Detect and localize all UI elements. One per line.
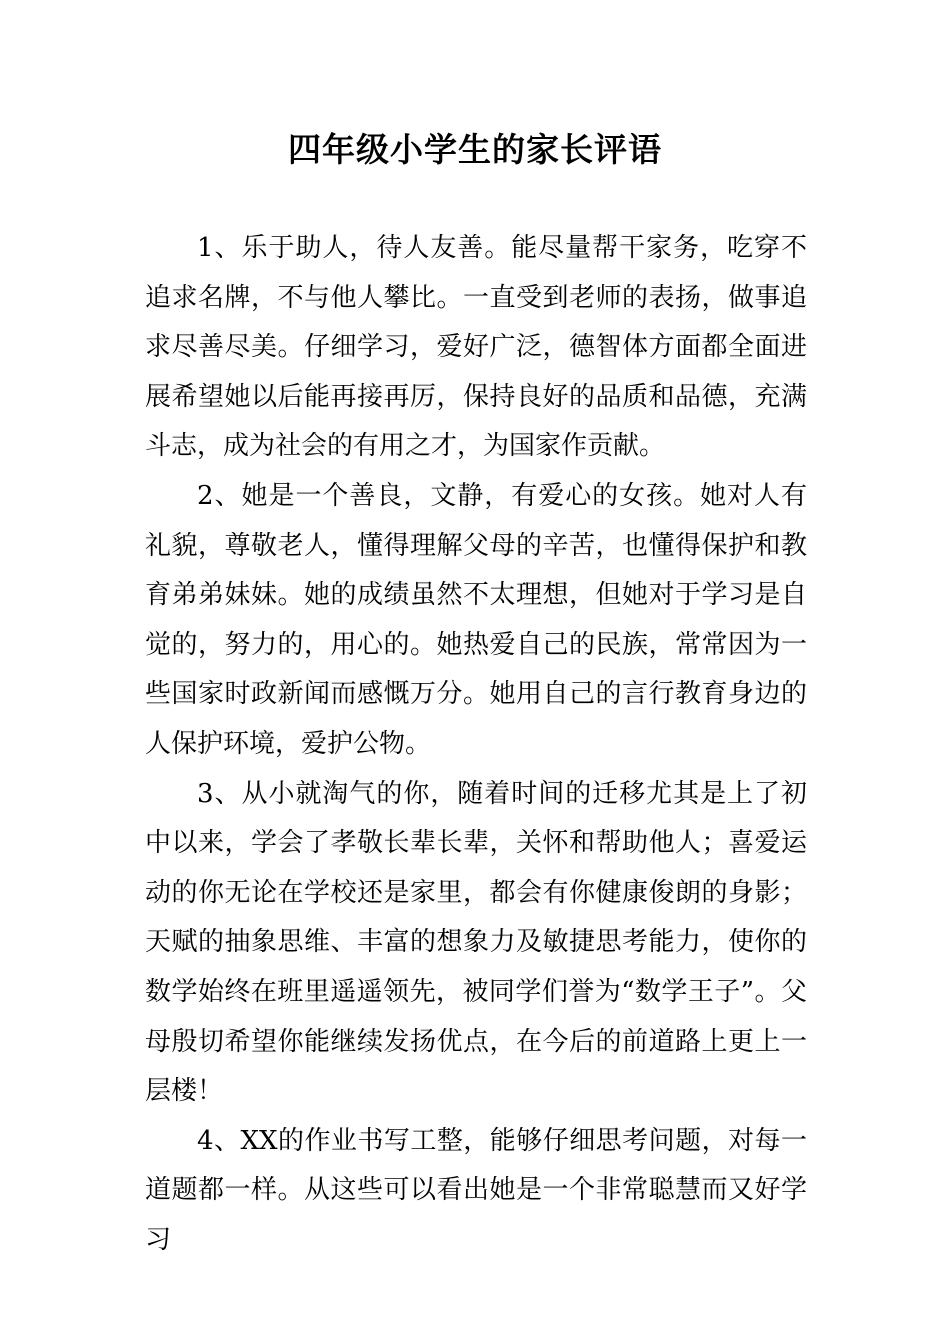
- document-title: 四年级小学生的家长评语: [288, 130, 662, 169]
- paragraph-2: 2、她是一个善良，文静，有爱心的女孩。她对人有礼貌，尊敬老人，懂得理解父母的辛苦，也懂得保护和教育弟弟妹妹。她的成绩虽然不太理想，但她对于学习是自觉的，努力的，用心的。她热爱自己的民族，常常因为一些国家时政新闻而感慨万分。她用自己的言行教育身边的人保护环境，爱护公物。: [145, 480, 807, 759]
- document-body: [145, 224, 807, 1265]
- paragraph-4: 4、XX的作业书写工整，能够仔细思考问题，对每一道题都一样。从这些可以看出她是一个非常聪慧而又好学习: [145, 1125, 807, 1255]
- paragraph-3: 3、从小就淘气的你，随着时间的迁移尤其是上了初中以来，学会了孝敬长辈长辈，关怀和帮助他人；喜爱运动的你无论在学校还是家里，都会有你健康俊朗的身影；天赋的抽象思维、丰富的想象力及敏捷思考能力，使你的数学始终在班里遥遥领先，被同学们誉为“数学王子”。父母殷切希望你能继续发扬优点，在今后的前道路上更上一层楼！: [145, 778, 807, 1107]
- paragraph-1: 1、乐于助人，待人友善。能尽量帮干家务，吃穿不追求名牌，不与他人攀比。一直受到老师的表扬，做事追求尽善尽美。仔细学习，爱好广泛，德智体方面都全面进展希望她以后能再接再厉，保持良好的品质和品德，充满斗志，成为社会的有用之才，为国家作贡献。: [145, 233, 807, 462]
